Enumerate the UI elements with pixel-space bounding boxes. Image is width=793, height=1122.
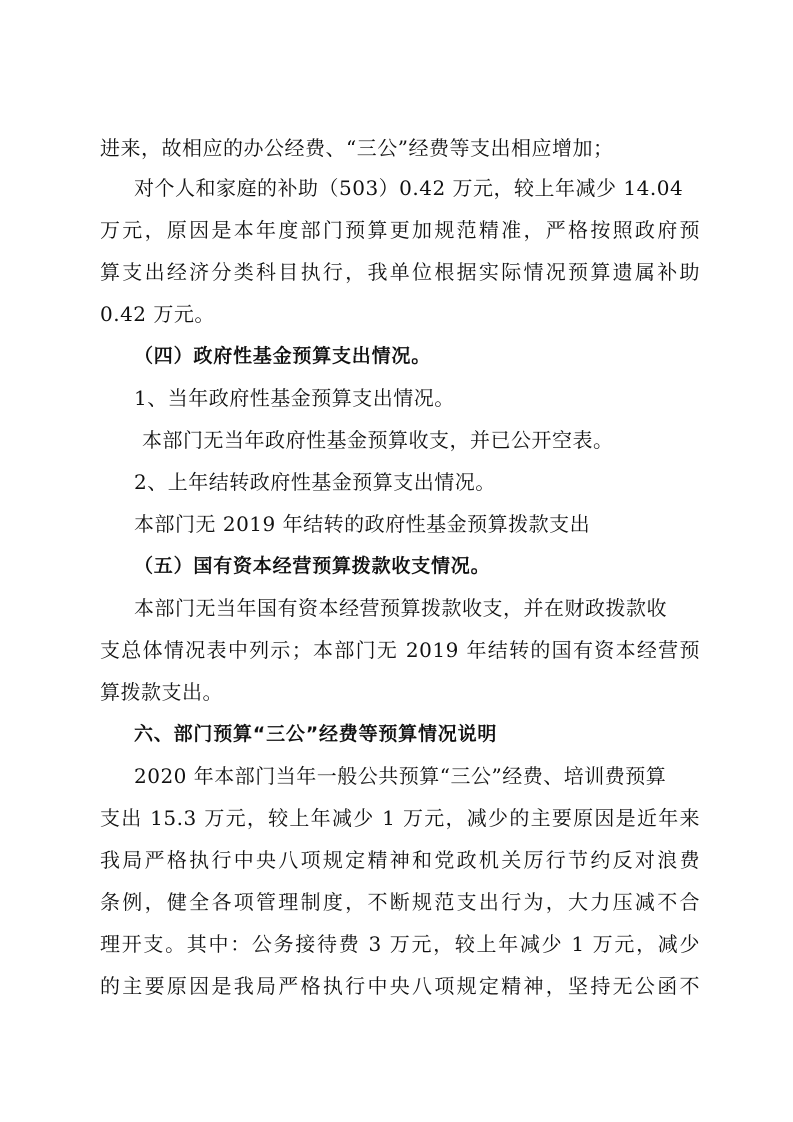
paragraph-line-12: 支出 15.3 万元，较上年减少 1 万元，减少的主要原因是近年来	[100, 806, 700, 830]
paragraph-line-9: 支总体情况表中列示；本部门无 2019 年结转的国有资本经营预	[100, 638, 700, 662]
paragraph-line-14: 条例，健全各项管理制度，不断规范支出行为，大力压减不合	[100, 890, 700, 914]
paragraph-line-1: 进来，故相应的办公经费、“三公”经费等支出相应增加；	[100, 136, 614, 160]
section-heading-5: （五）国有资本经营预算拨款收支情况。	[134, 555, 491, 577]
paragraph-line-8: 本部门无当年国有资本经营预算拨款收支，并在财政拨款收	[134, 596, 667, 620]
paragraph-line-13: 我局严格执行中央八项规定精神和党政机关厉行节约反对浪费	[100, 848, 700, 872]
paragraph-line-2: 对个人和家庭的补助（503）0.42 万元，较上年减少 14.04	[134, 176, 684, 200]
paragraph-line-7: 本部门无 2019 年结转的政府性基金预算拨款支出	[134, 512, 591, 536]
paragraph-line-3: 万元，原因是本年度部门预算更加规范精准，严格按照政府预	[100, 218, 700, 242]
paragraph-line-4: 算支出经济分类科目执行，我单位根据实际情况预算遗属补助	[100, 260, 700, 284]
paragraph-line-11: 2020 年本部门当年一般公共预算“三公”经费、培训费预算	[134, 764, 667, 788]
paragraph-line-15: 理开支。其中：公务接待费 3 万元，较上年减少 1 万元，减少	[100, 932, 700, 956]
section-heading-6: 六、部门预算“三公”经费等预算情况说明	[134, 723, 498, 745]
paragraph-line-5: 0.42 万元。	[100, 302, 215, 326]
section-heading-4: （四）政府性基金预算支出情况。	[134, 345, 432, 367]
paragraph-line-6: 本部门无当年政府性基金预算收支，并已公开空表。	[142, 428, 614, 452]
paragraph-line-16: 的主要原因是我局严格执行中央八项规定精神，坚持无公函不	[100, 974, 700, 998]
paragraph-line-10: 算拨款支出。	[100, 680, 223, 704]
subheading-1: 1、当年政府性基金预算支出情况。	[134, 386, 455, 410]
subheading-2: 2、上年结转政府性基金预算支出情况。	[134, 470, 496, 494]
